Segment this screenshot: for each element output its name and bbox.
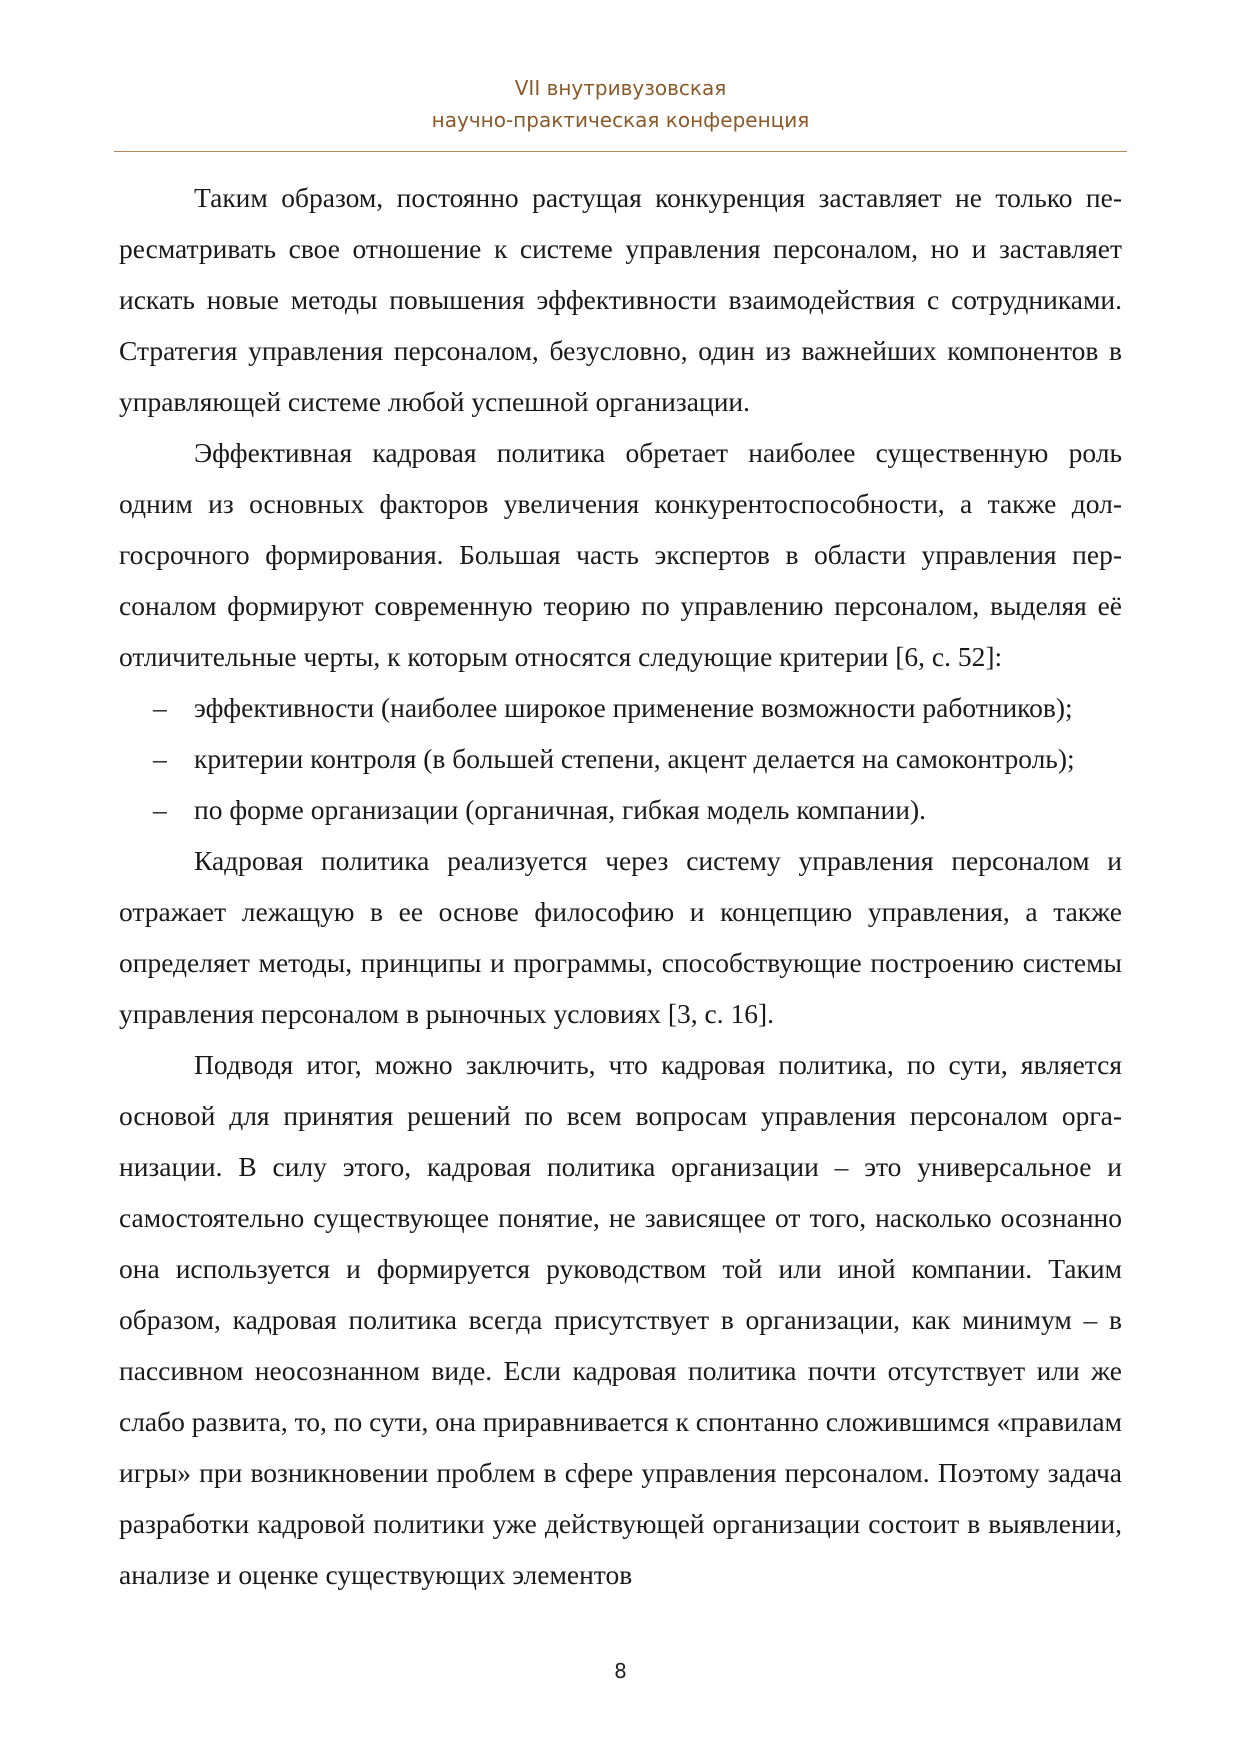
list-dash-marker: –	[153, 794, 167, 825]
paragraph-4: Подводя итог, можно заключить, что кадровая политика, по сути, является основой для принятия решений по всем вопросам управления персоналом организации. В силу этого, кадровая политика организации – это универсальное и самостоятельно существующее понятие, не зависящее от того, насколько осознанно она используется и формируется руководством той или иной компании. Таким образом, кадровая политика всегда присутствует в организации, как минимум – в пассивном неосознанном виде. Если кадровая политика почти отсутствует или же слабо развита, то, по сути, она приравнивается к спонтанно сложившимся «правилам игры» при возникновении проблем в сфере управления персоналом. Поэтому задача разработки кадровой политики уже действующей организации состоит в выявлении, анализе и оценке существующих элементов	[119, 1049, 1122, 1590]
header-line-2: научно-практическая конференция	[431, 108, 810, 132]
header-divider	[114, 151, 1127, 152]
list-item	[119, 784, 1122, 835]
paragraph-1: Таким образом, постоянно растущая конкуренция заставляет не только пересматривать свое отношение к системе управления персоналом, но и заставляет искать новые методы повышения эффективности взаимодействия с сотрудниками. Стратегия управления персоналом, безусловно, один из важнейших компонентов в управляющей системе любой успешной организации.	[119, 182, 1122, 417]
body-text	[119, 172, 1122, 1600]
paragraph-3: Кадровая политика реализуется через систему управления персоналом и отражает лежащую в ее основе философию и концепцию управления, а также определяет методы, принципы и программы, способствующие построению системы управления персоналом в рыночных условиях [3, с. 16].	[119, 845, 1122, 1029]
list-item-text: по форме организации (органичная, гибкая модель компании).	[194, 794, 927, 825]
list-item	[119, 733, 1122, 784]
header-line-1: VII внутривузовская	[514, 76, 727, 100]
list-item-text: эффективности (наиболее широкое применение возможности работников);	[194, 692, 1073, 723]
running-header	[114, 72, 1127, 136]
page-number: 8	[614, 1659, 627, 1683]
list-dash-marker: –	[153, 692, 167, 723]
list-item	[119, 682, 1122, 733]
list-dash-marker: –	[153, 743, 167, 774]
list-item-text: критерии контроля (в большей степени, акцент делается на самоконтроль);	[194, 743, 1075, 774]
paragraph-2: Эффективная кадровая политика обретает наиболее существенную роль одним из основных факторов увеличения конкурентоспособности, а также долгосрочного формирования. Большая часть экспертов в области управления персоналом формируют современную теорию по управлению персоналом, выделяя её отличительные черты, к которым относятся следующие критерии [6, с. 52]:	[119, 437, 1122, 672]
criteria-list	[119, 682, 1122, 835]
